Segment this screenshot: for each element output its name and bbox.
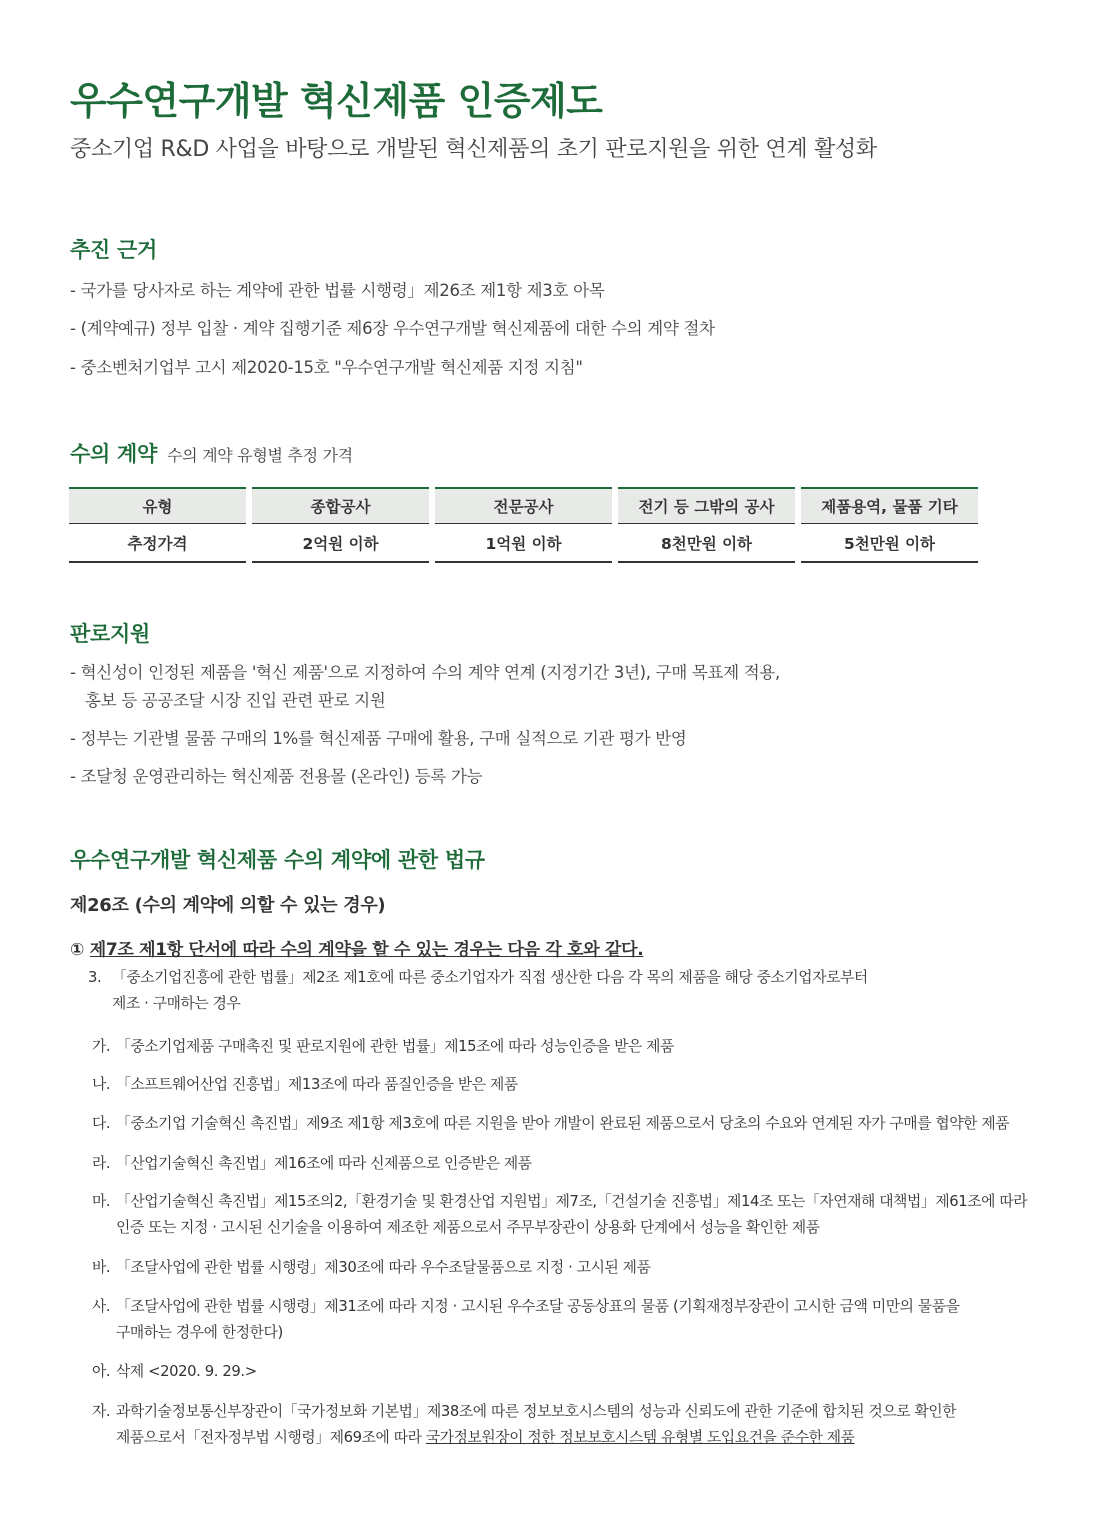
item-marker: 라. [92, 1155, 111, 1172]
item-marker: 자. [92, 1403, 111, 1420]
contract-subheading: 수의 계약 유형별 추정 가격 [166, 446, 353, 465]
clause-text: 제7조 제1항 단서에 따라 수의 계약을 할 수 있는 경우는 다음 각 호와 같다. [89, 940, 644, 960]
law-subitem [92, 1072, 518, 1098]
law-subitem [92, 1294, 960, 1346]
item-text: 「산업기술혁신 촉진법」제15조의2,「환경기술 및 환경산업 지원법」제7조,「건설기술 진흥법」제14조 또는「자연재해 대책법」제61조에 따라 [116, 1193, 1028, 1210]
contract-heading [70, 438, 353, 468]
clause-marker: ① [70, 940, 85, 960]
table-cell: 추정가격 [69, 524, 246, 563]
item-text: 「조달사업에 관한 법률 시행령」제31조에 따라 지정 · 고시된 우수조달 공동상표의 물품 (기획재정부장관이 고시한 금액 미만의 물품을 [116, 1298, 960, 1315]
item-marker: 바. [92, 1259, 111, 1276]
item-text: 「중소기업 기술혁신 촉진법」제9조 제1항 제3호에 따른 지원을 받아 개발이 완료된 제품으로서 당초의 수요와 연계된 자가 구매를 협약한 제품 [116, 1115, 1010, 1132]
law-subitem [92, 1111, 1009, 1137]
item-marker: 마. [92, 1193, 111, 1210]
item-text: 제조 · 구매하는 경우 [112, 995, 241, 1012]
sales-item: - 조달청 운영관리하는 혁신제품 전용몰 (온라인) 등록 가능 [70, 767, 483, 786]
table-header-cell: 유형 [69, 487, 246, 524]
sales-heading: 판로지원 [70, 622, 150, 646]
item-text: 과학기술정보통신부장관이「국가정보화 기본법」제38조에 따른 정보보호시스템의 성능과 신뢰도에 관한 기준에 합치된 것으로 확인한 [116, 1403, 957, 1420]
item-text: 「산업기술혁신 촉진법」제16조에 따라 신제품으로 인증받은 제품 [116, 1155, 532, 1172]
item-text-underlined: 국가정보원장이 정한 정보보호시스템 유형별 도입요건을 준수한 제품 [425, 1429, 855, 1446]
law-item [88, 965, 868, 1017]
basis-item: - (계약예규) 정부 입찰 · 계약 집행기준 제6장 우수연구개발 혁신제품에 대한 수의 계약 절차 [70, 319, 715, 338]
basis-item: - 국가를 당사자로 하는 계약에 관한 법률 시행령」제26조 제1항 제3호 아목 [70, 281, 605, 300]
law-heading: 우수연구개발 혁신제품 수의 계약에 관한 법규 [70, 848, 485, 872]
item-text: 제품으로서「전자정부법 시행령」제69조에 따라 [116, 1429, 426, 1446]
table-header-cell: 제품용역, 물품 기타 [801, 487, 978, 524]
sales-item-line: - 혁신성이 인정된 제품을 '혁신 제품'으로 지정하여 수의 계약 연계 (지정기간 3년), 구매 목표제 적용, [70, 663, 780, 682]
table-header-row [69, 487, 978, 524]
item-marker: 다. [92, 1115, 111, 1132]
item-marker: 가. [92, 1038, 111, 1055]
law-subitem [92, 1034, 674, 1060]
table-cell: 8천만원 이하 [618, 524, 795, 563]
item-text: 삭제 <2020. 9. 29.> [116, 1363, 257, 1380]
sales-item: - 정부는 기관별 물품 구매의 1%를 혁신제품 구매에 활용, 구매 실적으로 기관 평가 반영 [70, 729, 687, 748]
table-header-cell: 종합공사 [252, 487, 429, 524]
law-subitem [92, 1255, 650, 1281]
item-text: 「소프트웨어산업 진흥법」제13조에 따라 품질인증을 받은 제품 [116, 1076, 518, 1093]
contract-heading-text: 수의 계약 [70, 442, 157, 466]
table-cell: 5천만원 이하 [801, 524, 978, 563]
item-marker: 3. [88, 969, 102, 986]
basis-item: - 중소벤처기업부 고시 제2020-15호 "우수연구개발 혁신제품 지정 지침" [70, 358, 583, 377]
page-title: 우수연구개발 혁신제품 인증제도 [70, 79, 603, 123]
item-text: 「조달사업에 관한 법률 시행령」제30조에 따라 우수조달물품으로 지정 · 고시된 제품 [116, 1259, 651, 1276]
law-clause [70, 935, 643, 960]
law-subitem [92, 1151, 532, 1177]
basis-heading: 추진 근거 [70, 238, 157, 262]
sales-item-line: 홍보 등 공공조달 시장 진입 관련 판로 지원 [85, 691, 386, 710]
page-subtitle: 중소기업 R&D 사업을 바탕으로 개발된 혁신제품의 초기 판로지원을 위한 연계 활성화 [70, 137, 877, 162]
table-row [69, 524, 978, 563]
item-text: 인증 또는 지정 · 고시된 신기술을 이용하여 제조한 제품으로서 주무부장관이 상용화 단계에서 성능을 확인한 제품 [116, 1219, 820, 1236]
item-marker: 사. [92, 1298, 111, 1315]
item-text: 구매하는 경우에 한정한다) [116, 1324, 283, 1341]
table-cell: 1억원 이하 [435, 524, 612, 563]
sales-item [70, 659, 780, 715]
item-marker: 아. [92, 1363, 111, 1380]
table-cell: 2억원 이하 [252, 524, 429, 563]
law-subitem [92, 1189, 1027, 1241]
item-marker: 나. [92, 1076, 111, 1093]
table-header-cell: 전기 등 그밖의 공사 [618, 487, 795, 524]
table-header-cell: 전문공사 [435, 487, 612, 524]
item-text: 「중소기업제품 구매촉진 및 판로지원에 관한 법률」제15조에 따라 성능인증을 받은 제품 [116, 1038, 674, 1055]
law-subitem [92, 1399, 956, 1451]
item-text: 「중소기업진흥에 관한 법률」제2조 제1호에 따른 중소기업자가 직접 생산한 다음 각 목의 제품을 해당 중소기업자로부터 [112, 969, 868, 986]
contract-price-table [69, 487, 978, 563]
law-article-title: 제26조 (수의 계약에 의할 수 있는 경우) [70, 895, 386, 916]
law-subitem [92, 1359, 257, 1385]
